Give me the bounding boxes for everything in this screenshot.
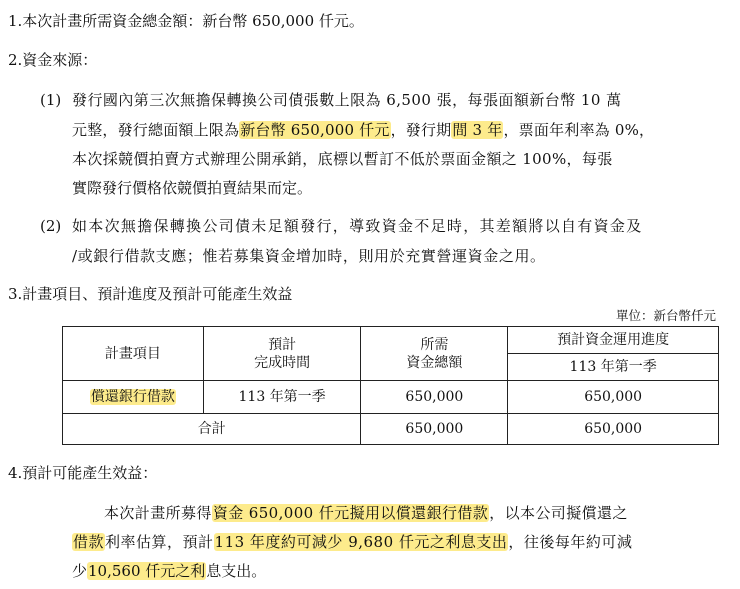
table-total-progress: 650,000 (508, 414, 719, 445)
header-plan-item: 計畫項目 (63, 327, 204, 381)
section-4-title: 4.預計可能產生效益： (8, 464, 158, 482)
header-progress: 預計資金運用進度 (508, 327, 719, 354)
plan-table (62, 326, 719, 445)
benefit-line-3-text-a: 少 (72, 562, 88, 580)
item-2-line-1: 如本次無擔保轉換公司債未足額發行，導致資金不足時，其差額將以自有資金及 (72, 217, 643, 235)
item-1-line-1: 發行國內第三次無擔保轉換公司債張數上限為 6,500 張，每張面額新台幣 10 萬 (72, 91, 622, 109)
benefit-line-1-text-a: 本次計畫所募得 (104, 504, 212, 522)
benefit-line-2 (72, 532, 632, 552)
item-1-line-2-text-c: ，票面年利率為 0%， (503, 121, 655, 139)
section-3-title: 3.計畫項目、預計進度及預計可能產生效益 (8, 285, 293, 303)
benefit-line-3-text-b: 息支出。 (206, 562, 267, 580)
unit-label: 單位：新台幣仟元 (615, 308, 716, 323)
table-row-progress: 650,000 (508, 381, 719, 414)
item-1-line-4: 實際發行價格依競價拍賣結果而定。 (72, 179, 313, 197)
header-total-funds-line-2: 資金總額 (406, 354, 463, 371)
table-row-item (63, 381, 204, 414)
benefit-line-1 (104, 503, 628, 523)
item-2-number: (2) (40, 217, 62, 235)
highlight-funds-use: 資金 650,000 仟元擬用以償還銀行借款 (212, 504, 489, 522)
table-row-time: 113 年第一季 (203, 381, 361, 414)
benefit-line-2-text-b: ，往後每年約可減 (508, 533, 633, 551)
item-1-line-2-text-b: ，發行期 (390, 121, 452, 139)
header-completion-time-line-1: 預計 (268, 336, 297, 353)
highlight-repay-loan: 償還銀行借款 (90, 389, 175, 405)
highlight-loan: 借款 (73, 533, 105, 551)
item-2-line-2: /或銀行借款支應；惟若募集資金增加時，則用於充實營運資金之用。 (72, 247, 546, 265)
section-2-title: 2.資金來源： (8, 51, 98, 69)
table-row-amount: 650,000 (361, 381, 508, 414)
header-completion-time-line-2: 完成時間 (254, 354, 311, 371)
benefit-line-2-text-a: 利率估算，預計 (105, 533, 214, 551)
header-total-funds (361, 327, 508, 381)
item-1-number: (1) (40, 91, 62, 109)
highlight-issue-period: 間 3 年 (452, 121, 503, 139)
section-1-title: 1.本次計畫所需資金總金額：新台幣 650,000 仟元。 (8, 12, 364, 30)
table-total-label: 合計 (63, 414, 361, 445)
table-total-amount: 650,000 (361, 414, 508, 445)
header-progress-quarter: 113 年第一季 (508, 354, 719, 381)
highlight-annual-interest: 10,560 仟元之利 (88, 562, 206, 580)
highlight-total-amount: 新台幣 650,000 仟元 (240, 121, 390, 139)
item-1-line-2-text-a: 元整，發行總面額上限為 (72, 121, 240, 139)
benefit-line-1-text-b: ，以本公司擬償還之 (489, 504, 628, 522)
header-completion-time (203, 327, 361, 381)
item-1-line-2 (72, 120, 654, 140)
header-total-funds-line-1: 所需 (420, 336, 449, 353)
item-1-line-3: 本次採競價拍賣方式辦理公開承銷，底標以暫訂不低於票面金額之 100%，每張 (72, 150, 613, 168)
highlight-interest-2024: 113 年度約可減少 9,680 仟元之利息支出 (214, 533, 508, 551)
benefit-line-3 (72, 561, 266, 581)
